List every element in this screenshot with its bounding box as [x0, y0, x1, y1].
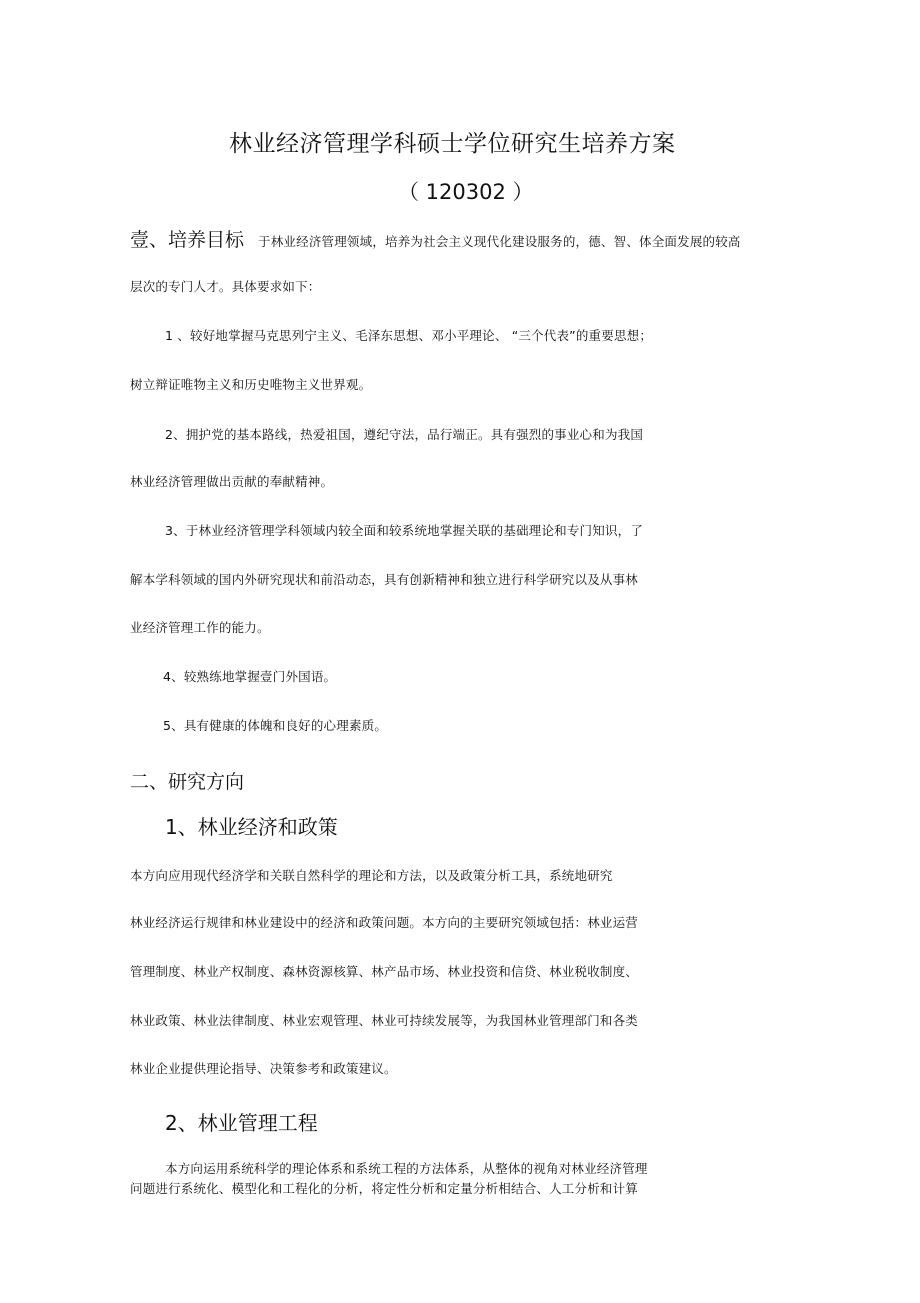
- subsection-1-heading: 1、林业经济和政策: [165, 815, 338, 839]
- discipline-code: （ 120302 ）: [398, 180, 534, 204]
- list-item: 4、较熟练地掌握壹门外国语。: [163, 669, 337, 684]
- paragraph-line: 林业企业提供理论指导、决策参考和政策建议。: [130, 1061, 397, 1076]
- section-1-heading-line: [130, 225, 741, 252]
- paragraph-line: 解本学科领域的国内外研究现状和前沿动态，具有创新精神和独立进行科学研究以及从事林: [130, 572, 639, 587]
- paragraph-line: 林业政策、林业法律制度、林业宏观管理、林业可持续发展等，为我国林业管理部门和各类: [130, 1013, 639, 1028]
- paragraph-line: 管理制度、林业产权制度、森林资源核算、林产品市场、林业投资和信贷、林业税收制度、: [130, 964, 639, 979]
- paragraph-line: 业经济管理工作的能力。: [130, 620, 270, 635]
- paragraph-line: 林业经济运行规律和林业建设中的经济和政策问题。本方向的主要研究领域包括：林业运营: [130, 915, 639, 930]
- list-item: 2、拥护党的基本路线，热爱祖国，遵纪守法，品行端正。具有强烈的事业心和为我国: [165, 427, 644, 442]
- document-title: 林业经济管理学科硕士学位研究生培养方案: [229, 131, 676, 157]
- paragraph-line: 于林业经济管理领域，培养为社会主义现代化建设服务的，德、智、体全面发展的较高: [258, 234, 741, 249]
- subsection-2-heading: 2、林业管理工程: [165, 1111, 318, 1135]
- paragraph-line: 本方向应用现代经济学和关联自然科学的理论和方法，以及政策分析工具，系统地研究: [130, 868, 613, 883]
- list-item: 1 、较好地掌握马克思列宁主义、毛泽东思想、邓小平理论、 “三个代表”的重要思想；: [165, 328, 653, 343]
- paragraph-line: 树立辩证唯物主义和历史唯物主义世界观。: [130, 377, 372, 392]
- list-item: 5、具有健康的体魄和良好的心理素质。: [163, 718, 388, 733]
- paragraph-line: 问题进行系统化、模型化和工程化的分析，将定性分析和定量分析相结合、人工分析和计算: [130, 1181, 639, 1196]
- section-1-heading: 壹、培养目标: [130, 229, 245, 251]
- section-2-heading: 二、研究方向: [130, 771, 245, 793]
- paragraph-line: 林业经济管理做出贡献的奉献精神。: [130, 474, 334, 489]
- paragraph-line: 层次的专门人才。具体要求如下：: [130, 279, 321, 294]
- paragraph-line: 本方向运用系统科学的理论体系和系统工程的方法体系，从整体的视角对林业经济管理: [165, 1161, 648, 1176]
- list-item: 3、于林业经济管理学科领域内较全面和较系统地掌握关联的基础理论和专门知识，了: [165, 523, 644, 538]
